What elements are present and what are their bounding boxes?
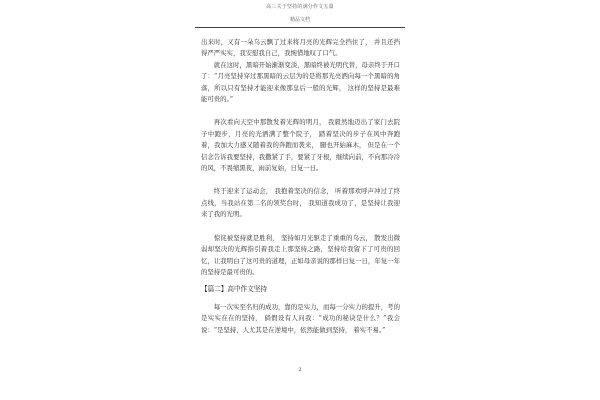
- header-divider: [195, 27, 405, 28]
- paragraph-6: 每一次实至名归的成功，靠的是实力，而每一分实力的提升，考的是实实在在的坚持， 倘假设有人问我：“成功的秘诀是什么？”我会说：“是坚持，人尤其是在逆境中，依然能做到坚持， 着实不易。”: [201, 302, 400, 334]
- paragraph-gap: [201, 221, 400, 233]
- paragraph-2: 就在这时，黑暗开始渐渐变淡，黑暗终被光明代替，母亲终于开口了：“月亮坚持穿过那黑暗的云层为的是将那光亮洒向每一个黑暗的角落，所以只有坚持才能迎来像那皇后一般的光辉， 这样的坚持是最难能可贵的。”: [201, 60, 400, 104]
- paragraph-1: 出来时，又有一朵乌云飘了过来将月亮的光辉完全挡住了， 并且还挡得严严实实，我安慰我自己，我惋惜地叹了口气。: [201, 38, 400, 58]
- paragraph-5: 惊诧被坚持就是胜利， 坚持如月光驱走了重重的乌云， 散发出微弱却坚决的光辉指引着我走上那坚持之路，坚持给我留下了可贵的回忆，让我明白了这可贵的道理，正如母亲说的那样日复一日，年复一年的坚持是最可贵的。: [201, 233, 400, 276]
- paragraph-3: 再次看向天空中那散发着光辉的明月， 我毅然地迈出了家门去院子中跑步，月亮的光洒满了整个院子， 踏着坚决的步子在风中奔跑着，我加大力感又随着我的奔跑而袭来， 腿也开始麻木， 但是在一个信念告诉我要坚持，我撒紧了手，要紧了牙根，继续向前，不向那冷冷的风，不畏缩黑夜，雨前复始，日复一日。: [201, 118, 400, 173]
- page-number: 2: [298, 367, 302, 373]
- document-body: [201, 37, 400, 336]
- document-header-title: 高三关于坚持的满分作文五篇: [266, 4, 334, 10]
- document-subtitle: 精品文档: [289, 17, 310, 23]
- paragraph-4: 终于迎来了运动会， 我抱着坚决的信念， 听着那欢呼声冲过了终点线，当我站在第二名的领奖台时， 我知道我成功了，是坚持让我迎来了我的光明。: [201, 187, 400, 219]
- paragraph-gap: [201, 105, 400, 117]
- paragraph-gap: [201, 174, 400, 186]
- section-heading: 【篇二】高中作文坚持: [201, 285, 267, 294]
